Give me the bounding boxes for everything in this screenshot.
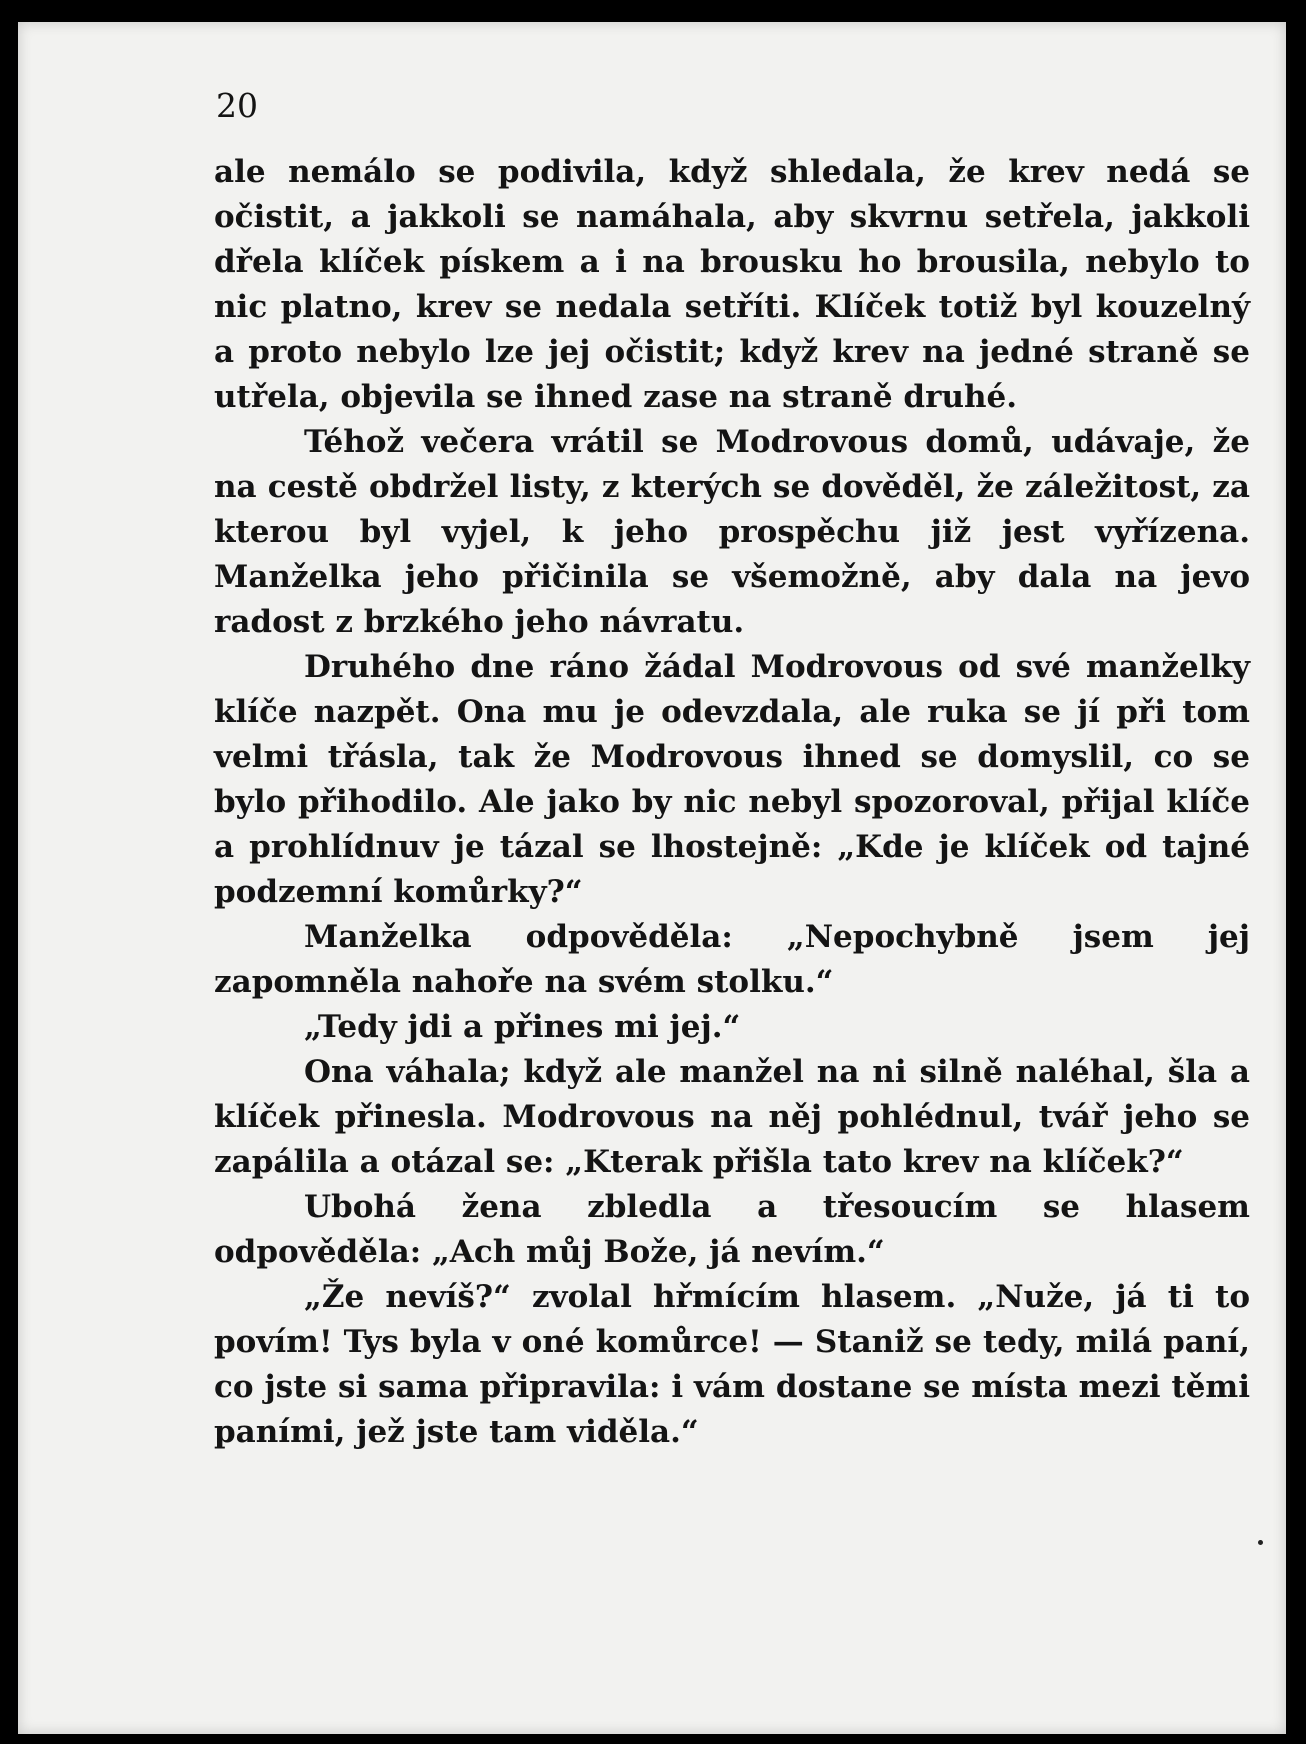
page-number: 20 [216,86,258,125]
paragraph: ale nemálo se podivila, když shledala, že krev nedá se očistit, a jakkoli se namáhala, aby skvrnu setřela, jakkoli dřela klíček pískem a i na brousku ho brousila, nebylo to nic platno, krev se nedala setříti. Klíček totiž byl kouzelný a proto nebylo lze jej očistit; když krev na jedné straně se utřela, objevila se ihned zase na straně druhé. [214,154,1250,415]
paragraph: Ubohá žena zbledla a třesoucím se hlasem odpověděla: „Ach můj Bože, já nevím.“ [214,1189,1250,1270]
book-page [18,22,1286,1734]
ink-speck [1258,1540,1263,1545]
paragraph: Téhož večera vrátil se Modrovous domů, udávaje, že na cestě obdržel listy, z kterých se dověděl, že záležitost, za kterou byl vyjel, k jeho prospěchu již jest vyřízena. Manželka jeho přičinila se všemožně, aby dala na jevo radost z brzkého jeho návratu. [214,424,1250,640]
body-text [214,150,1250,1455]
paragraph: „Že nevíš?“ zvolal hřmícím hlasem. „Nuže, já ti to povím! Tys byla v oné komůrce! — Staniž se tedy, milá paní, co jste si sama připravila: i vám dostane se místa mezi těmi paními, jež jste tam viděla.“ [214,1279,1250,1450]
paragraph: „Tedy jdi a přines mi jej.“ [304,1009,741,1045]
paragraph: Ona váhala; když ale manžel na ni silně naléhal, šla a klíček přinesla. Modrovous na něj pohlédnul, tvář jeho se zapálila a otázal se: „Kterak přišla tato krev na klíček?“ [214,1054,1250,1180]
paragraph: Druhého dne ráno žádal Modrovous od své manželky klíče nazpět. Ona mu je odevzdala, ale ruka se jí při tom velmi třásla, tak že Modrovous ihned se domyslil, co se bylo přihodilo. Ale jako by nic nebyl spozoroval, přijal klíče a prohlídnuv je tázal se lhostejně: „Kde je klíček od tajné podzemní komůrky?“ [214,649,1250,910]
paragraph: Manželka odpověděla: „Nepochybně jsem jej zapomněla nahoře na svém stolku.“ [214,919,1250,1000]
